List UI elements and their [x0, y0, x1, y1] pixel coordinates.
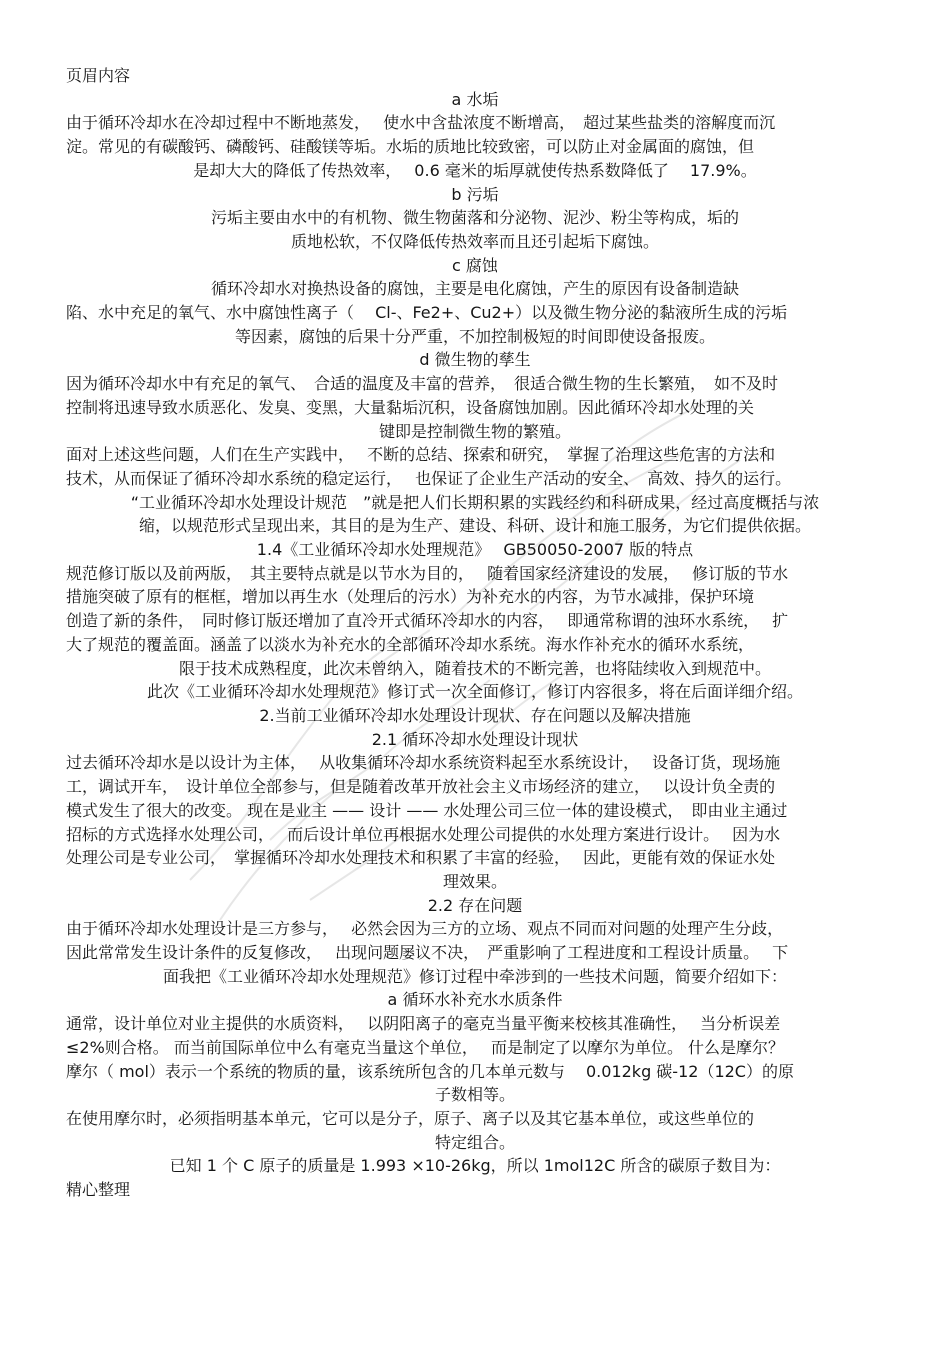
text-line: 工，调试开车， 设计单位全部参与，但是随着改革开放社会主义市场经济的建立， 以设计负全责的 [66, 777, 776, 797]
text-line: 因此常常发生设计条件的反复修改， 出现问题屡议不决， 严重影响了工程进度和工程设计质量。 下 [66, 943, 789, 963]
text-line: 此次《工业循环冷却水处理规范》修订式一次全面修订，修订内容很多，将在后面详细介绍。 [146, 682, 803, 702]
page-footer: 精心整理 [66, 1180, 131, 1200]
text-line: 理效果。 [442, 871, 507, 891]
text-line: 处理公司是专业公司， 掌握循环冷却水处理技术和积累了丰富的经验， 因此，更能有效的保证水处 [66, 848, 776, 868]
text-line: 控制将迅速导致水质恶化、发臭、变黑，大量黏垢沉积，设备腐蚀加剧。因此循环冷却水处理的关 [66, 397, 755, 417]
text-line: 限于技术成熟程度，此次未曾纳入，随着技术的不断完善，也将陆续收入到规范中。 [178, 658, 771, 678]
text-line: a 水垢 [451, 89, 499, 109]
text-line: 缩，以规范形式呈现出来，其目的是为生产、建设、科研、设计和施工服务，为它们提供依据。 [138, 516, 811, 536]
text-line: 2.当前工业循环冷却水处理设计现状、存在问题以及解决措施 [259, 705, 691, 725]
text-line: 键即是控制微生物的繁殖。 [378, 421, 571, 441]
text-line: 由于循环冷却水在冷却过程中不断地蒸发， 使水中含盐浓度不断增高， 超过某些盐类的溶解度而沉 [66, 113, 776, 133]
text-line: 2.2 存在问题 [427, 895, 523, 915]
text-line: ≤2%则合格。 而当前国际单位中么有毫克当量这个单位， 而是制定了以摩尔为单位。 什么是摩尔？ [66, 1037, 785, 1057]
text-line: 特定组合。 [434, 1132, 515, 1152]
text-line: 面对上述这些问题，人们在生产实践中， 不断的总结、探索和研究， 掌握了治理这些危害的方法和 [66, 445, 776, 465]
text-line: 陷、水中充足的氧气、水中腐蚀性离子（ Cl-、Fe2+、Cu2+）以及微生物分泌的黏液所生成的污垢 [66, 303, 788, 323]
document-body [66, 64, 884, 1202]
text-line: 污垢主要由水中的有机物、微生物菌落和分泌物、泥沙、粉尘等构成，垢的 [210, 208, 739, 228]
text-line: d 微生物的孳生 [419, 350, 531, 370]
text-line: 创造了新的条件， 同时修订版还增加了直冷开式循环冷却水的内容， 即通常称谓的浊环水系统， 扩 [66, 611, 789, 631]
text-line: 质地松软，不仅降低传热效率而且还引起垢下腐蚀。 [290, 231, 659, 251]
text-line: 过去循环冷却水是以设计为主体， 从收集循环冷却水系统资料起至水系统设计， 设备订货，现场施 [66, 753, 781, 773]
text-line: a 循环水补充水水质条件 [387, 990, 563, 1010]
text-line: 措施突破了原有的框框，增加以再生水（处理后的污水）为补充水的内容，为节水减排，保护环境 [66, 587, 755, 607]
text-line: b 污垢 [451, 184, 499, 204]
text-line: c 腐蚀 [452, 255, 498, 275]
text-line: “工业循环冷却水处理设计规范 ”就是把人们长期积累的实践经约和科研成果，经过高度概括与浓 [130, 492, 820, 512]
text-line: 子数相等。 [434, 1085, 515, 1105]
text-line: 规范修订版以及前两版， 其主要特点就是以节水为目的， 随着国家经济建设的发展， 修订版的节水 [66, 563, 789, 583]
text-line: 技术，从而保证了循环冷却水系统的稳定运行， 也保证了企业生产活动的安全、 高效、持久的运行。 [66, 468, 792, 488]
text-line: 摩尔（ mol）表示一个系统的物质的量，该系统所包含的几本单元数与 0.012kg 碳-12（12C）的原 [66, 1061, 794, 1081]
page-header: 页眉内容 [66, 66, 131, 85]
text-line: 因为循环冷却水中有充足的氧气、 合适的温度及丰富的营养， 很适合微生物的生长繁殖， 如不及时 [66, 374, 779, 394]
text-line: 是却大大的降低了传热效率， 0.6 毫米的垢厚就使传热系数降低了 17.9%。 [193, 160, 757, 180]
text-line: 已知 1 个 C 原子的质量是 1.993 ×10-26kg，所以 1mol12C 所含的碳原子数目为： [169, 1156, 781, 1176]
text-line: 由于循环冷却水处理设计是三方参与， 必然会因为三方的立场、观点不同而对问题的处理产生分歧， [66, 919, 784, 939]
text-line: 2.1 循环冷却水处理设计现状 [371, 729, 579, 749]
text-line: 在使用摩尔时，必须指明基本单元，它可以是分子，原子、离子以及其它基本单位，或这些单位的 [66, 1108, 755, 1128]
text-line: 淀。常见的有碳酸钙、磷酸钙、硅酸镁等垢。水垢的质地比较致密，可以防止对金属面的腐蚀，但 [66, 137, 755, 157]
text-line: 等因素，腐蚀的后果十分严重，不加控制极短的时间即使设备报废。 [234, 326, 715, 346]
body-text [66, 88, 884, 1178]
text-line: 招标的方式选择水处理公司， 而后设计单位再根据水处理公司提供的水处理方案进行设计。 因为水 [66, 824, 781, 844]
text-line: 模式发生了很大的改变。 现在是业主 —— 设计 —— 水处理公司三位一体的建设模式， 即由业主通过 [66, 800, 788, 820]
text-line: 循环冷却水对换热设备的腐蚀，主要是电化腐蚀，产生的原因有设备制造缺 [210, 279, 739, 299]
text-line: 通常，设计单位对业主提供的水质资料， 以阴阳离子的毫克当量平衡来校核其准确性， 当分析误差 [66, 1014, 781, 1034]
text-line: 大了规范的覆盖面。涵盖了以淡水为补充水的全部循环冷却水系统。海水作补充水的循环水系统， [66, 634, 755, 654]
text-line: 面我把《工业循环冷却水处理规范》修订过程中牵涉到的一些技术问题，简要介绍如下： [162, 966, 787, 986]
text-line: 1.4《工业循环冷却水处理规范》 GB50050-2007 版的特点 [256, 540, 694, 560]
